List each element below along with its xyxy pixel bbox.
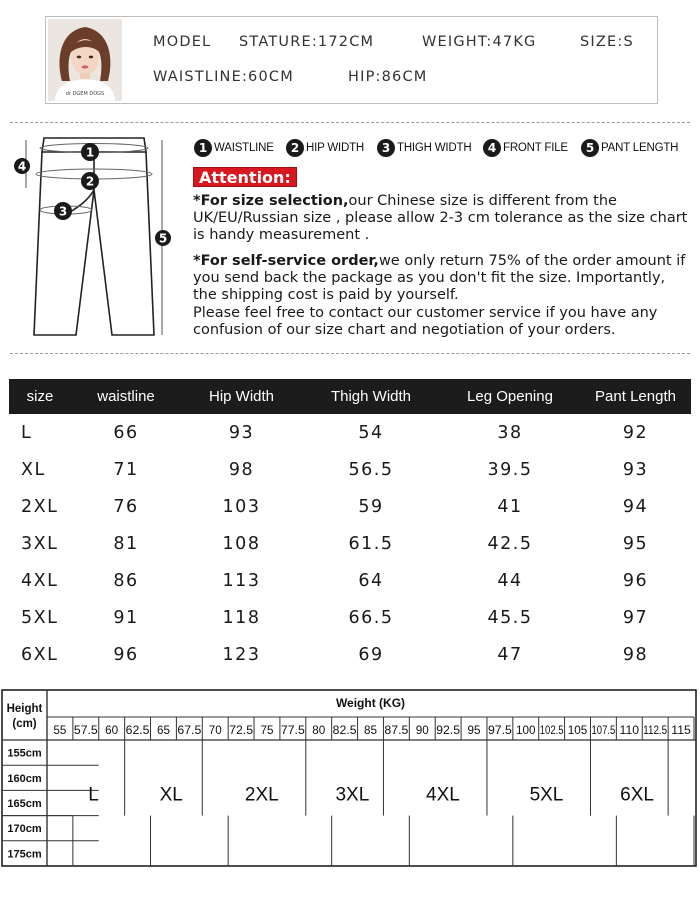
- table-cell: 91: [113, 607, 139, 628]
- size-block-label: L: [88, 784, 99, 806]
- table-cell: 66.5: [348, 607, 394, 628]
- diagram-num-4: 4: [17, 159, 27, 174]
- table-cell: 2XL: [21, 496, 59, 517]
- weight-label: 70: [208, 725, 222, 737]
- legend-label-waistline: WAISTLINE: [214, 142, 274, 154]
- weight-label: 85: [364, 725, 377, 737]
- height-label: 165cm: [7, 798, 42, 810]
- table-cell: 98: [622, 644, 649, 665]
- header-size: size: [9, 379, 71, 414]
- weight-label: 80: [312, 725, 326, 737]
- table-cell: 42.5: [487, 533, 533, 554]
- height-header: Height: [6, 703, 43, 715]
- table-cell: 71: [113, 459, 139, 480]
- notice-size-selection-heading: *For size selection,: [193, 193, 349, 209]
- table-cell: 98: [228, 459, 255, 480]
- weight-label: 60: [105, 725, 119, 737]
- table-cell: 93: [622, 459, 649, 480]
- table-cell: 38: [497, 422, 523, 443]
- legend-num-1: 1: [194, 139, 212, 157]
- table-cell: 81: [113, 533, 139, 554]
- weight-label: 82.5: [332, 725, 357, 737]
- table-cell: 54: [358, 422, 384, 443]
- notice-size-selection-text: our Chinese size is different from the UK/EU/Russian size , please allow 2-3 cm tolerance as the size chart is handy measurement .: [193, 193, 688, 244]
- weight-label: 110: [619, 725, 640, 737]
- table-cell: 41: [497, 496, 523, 517]
- weight-label: 105: [567, 725, 588, 737]
- table-cell: 118: [222, 607, 261, 628]
- weight-label: 115: [671, 725, 691, 737]
- size-block-label: 2XL: [244, 784, 279, 806]
- weight-label: 112.5: [643, 725, 668, 737]
- size-block-label: 3XL: [335, 784, 370, 806]
- height-header: (cm): [12, 718, 37, 730]
- table-cell: 56.5: [348, 459, 394, 480]
- weight-label: 67.5: [177, 725, 202, 737]
- diagram-num-1: 1: [85, 145, 95, 160]
- model-size: SIZE:S: [580, 34, 634, 50]
- table-cell: 47: [497, 644, 523, 665]
- table-cell: 103: [222, 496, 261, 517]
- diagram-num-2: 2: [85, 174, 95, 189]
- weight-label: 102.5: [539, 725, 564, 737]
- weight-label: 72.5: [229, 725, 254, 737]
- table-cell: 69: [358, 644, 384, 665]
- weight-label: 75: [260, 725, 274, 737]
- weight-label: 95: [467, 725, 481, 737]
- model-stature: STATURE:172CM: [239, 34, 375, 50]
- legend-num-2: 2: [286, 139, 304, 157]
- notice-contact: Please feel free to contact our customer service if you have any confusion of our size chart and negotiation of your orders.: [193, 305, 658, 339]
- table-cell: 97: [622, 607, 649, 628]
- header-thigh-width: Thigh Width: [302, 379, 440, 414]
- table-cell: 45.5: [487, 607, 533, 628]
- table-cell: 94: [622, 496, 649, 517]
- table-cell: 39.5: [487, 459, 533, 480]
- table-cell: 59: [358, 496, 384, 517]
- height-label: 160cm: [7, 772, 42, 785]
- table-cell: 123: [222, 644, 261, 665]
- legend-num-3: 3: [377, 139, 395, 157]
- legend-label-hip-width: HIP WIDTH: [306, 142, 365, 154]
- weight-header: Weight (KG): [335, 696, 406, 710]
- weight-label: 92.5: [436, 725, 461, 737]
- table-cell: 96: [113, 644, 139, 665]
- table-cell: 96: [622, 570, 649, 591]
- model-hip: HIP:86CM: [348, 69, 428, 85]
- model-label: MODEL: [153, 34, 212, 50]
- weight-label: 62.5: [125, 725, 150, 737]
- weight-label: 107.5: [591, 725, 616, 737]
- size-block-label: 5XL: [529, 784, 564, 806]
- weight-label: 65: [156, 725, 170, 737]
- table-cell: 108: [222, 533, 261, 554]
- legend-label-thigh-width: THIGH WIDTH: [397, 142, 472, 154]
- notice-self-service-heading: *For self-service order,: [193, 253, 379, 269]
- table-cell: 3XL: [21, 533, 59, 554]
- height-label: 170cm: [7, 823, 42, 836]
- diagram-num-5: 5: [158, 231, 168, 246]
- legend-num-4: 4: [483, 139, 501, 157]
- model-waistline: WAISTLINE:60CM: [153, 69, 294, 85]
- table-cell: 92: [622, 422, 649, 443]
- shirt-print: dr DGEM DOGS: [65, 91, 105, 97]
- table-cell: 6XL: [21, 644, 59, 665]
- table-cell: 4XL: [21, 570, 59, 591]
- weight-label: 100: [516, 725, 536, 737]
- table-cell: 66: [113, 422, 139, 443]
- weight-label: 77.5: [280, 725, 305, 737]
- size-block-label: XL: [159, 784, 183, 806]
- table-cell: L: [21, 422, 33, 443]
- table-cell: 95: [622, 533, 649, 554]
- height-label: 175cm: [7, 848, 42, 861]
- table-cell: XL: [21, 459, 46, 480]
- attention-banner: Attention:: [193, 167, 297, 187]
- header-leg-opening: Leg Opening: [440, 379, 580, 414]
- height-label: 155cm: [7, 747, 42, 760]
- legend-label-pant-length: PANT LENGTH: [601, 142, 679, 154]
- table-cell: 44: [497, 570, 523, 591]
- header-pant-length: Pant Length: [580, 379, 691, 414]
- table-cell: 113: [222, 570, 261, 591]
- weight-label: 97.5: [487, 725, 512, 737]
- weight-label: 90: [415, 725, 429, 737]
- legend-num-5: 5: [581, 139, 599, 157]
- table-cell: 5XL: [21, 607, 59, 628]
- table-cell: 86: [113, 570, 139, 591]
- weight-label: 87.5: [384, 725, 409, 737]
- table-cell: 61.5: [348, 533, 394, 554]
- size-block-label: 6XL: [620, 784, 654, 806]
- diagram-num-3: 3: [58, 204, 68, 219]
- legend-label-front-file: FRONT FILE: [503, 142, 568, 154]
- notice-self-service-text: we only return 75% of the order amount if you send back the package as you don't fit the size. Importantly, the shipping cost is paid by yourself.: [193, 253, 686, 304]
- table-cell: 76: [113, 496, 139, 517]
- table-cell: 64: [358, 570, 384, 591]
- header-waistline: waistline: [71, 379, 181, 414]
- table-cell: 93: [228, 422, 255, 443]
- header-hip-width: Hip Width: [181, 379, 302, 414]
- weight-label: 55: [53, 725, 67, 737]
- size-block-label: 4XL: [426, 784, 460, 806]
- weight-label: 57.5: [73, 725, 98, 737]
- model-weight: WEIGHT:47KG: [422, 34, 537, 50]
